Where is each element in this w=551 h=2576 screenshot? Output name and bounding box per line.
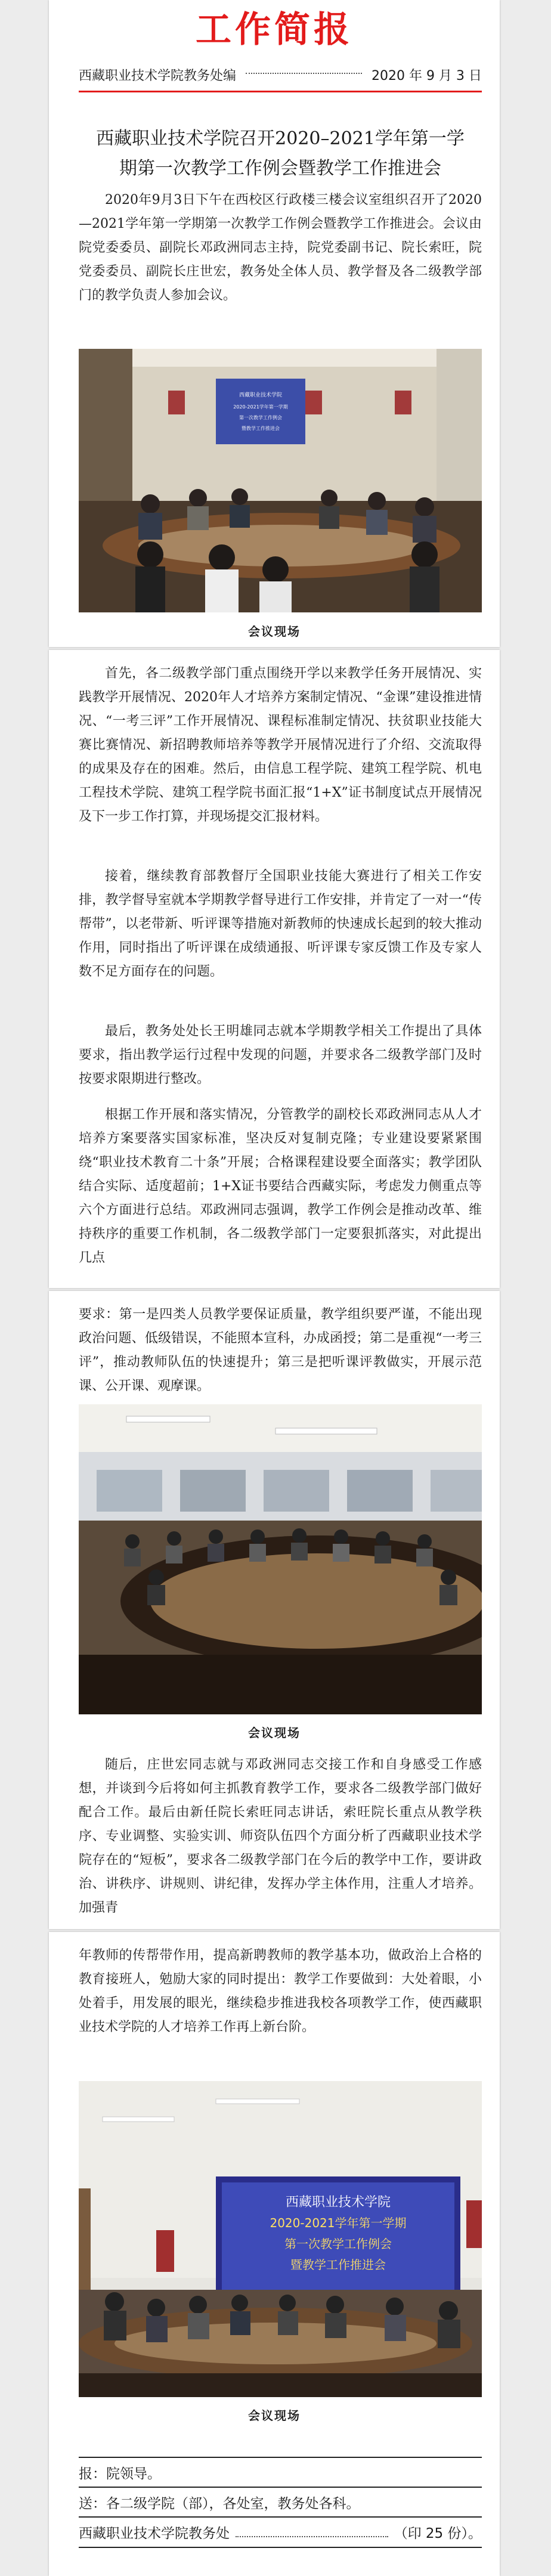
paragraph-zhuang-part-a: 随后，庄世宏同志就与邓政洲同志交接工作和自身感受工作感想，并谈到今后将如何主抓教育教学工作，要求各二级教学部门做好配合工作。最后由新任院长索旺同志讲话，索旺院长重点从教学秩序、专业调整、实验实训、师资队伍四个方面分析了西藏职业技术学院存在的“短板”，要求各二级教学部门在今后的教学中工作，要讲政治、讲秩序、讲规则、讲纪律，发挥办学主体作用，注重人才培养。加强青 [79,1757,482,1915]
svg-text:2020-2021学年第一学期: 2020-2021学年第一学期 [233,404,288,410]
footer-leader-dots [236,2522,388,2537]
page-4 [49,1932,500,2576]
photo-2-caption: 会议现场 [248,1726,301,1740]
meeting-photo-1 [79,349,482,612]
bulletin-title: 工作简报 [196,9,353,51]
leader-dots [246,73,362,74]
masthead [79,66,482,84]
paragraph-deng-part-a: 根据工作开展和落实情况，分管教学的副校长邓政洲同志从人才培养方案要落实国家标准，坚决反对复制克隆；专业建设要紧紧围绕“职业技术教育二十条”开展；合格课程建设要全面落实；教学团队结合实际、适度超前；1+X证书要结合西藏实际，考虑发力侧重点等六个方面进行总结。邓政洲同志强调，教学工作例会是推动改革、维持秩序的重要工作机制，各二级教学部门一定要狠抓落实，对此提出几点 [79,1107,482,1265]
meeting-photo-3-image [79,2081,482,2397]
banner-line-2: 2020-2021学年第一学期 [270,2216,407,2230]
paragraph-deng-part-b: 要求：第一是四类人员教学要保证质量，教学组织要严谨，不能出现政治问题、低级错误，不能照本宣科，办成函授；第二是重视“一考三评”，推动教师队伍的快速提升；第三是把听课评教做实，开展示范课、公开课、观摩课。 [79,1307,482,1394]
meeting-photo-1-image [79,349,482,612]
report-to-line: 报：院领导。 [79,2457,482,2482]
svg-text:暨教学工作推进会: 暨教学工作推进会 [242,426,280,431]
page-1 [49,0,500,647]
page-3 [49,1291,500,1929]
footer-copies: （印 25 份）。 [394,2526,482,2541]
headline-line-2: 期第一次教学工作例会暨教学工作推进会 [119,158,441,179]
masthead-rule [79,91,482,92]
banner-line-1: 西藏职业技术学院 [285,2195,391,2210]
page-2 [49,650,500,1288]
svg-text:第一次教学工作例会: 第一次教学工作例会 [239,415,282,420]
banner-line-3: 第一次教学工作例会 [284,2237,392,2251]
paragraph-last: 最后，教务处处长王明雄同志就本学期教学相关工作提出了具体要求，指出教学运行过程中发现的问题，并要求各二级教学部门及时按要求限期进行整改。 [79,1024,482,1086]
issuer-footer-line [79,2516,482,2548]
banner-line-4: 暨教学工作推进会 [290,2258,386,2272]
issue-date: 2020 年 9 月 3 日 [372,69,482,83]
headline-line-1: 西藏职业技术学院召开2020–2021学年第一学 [96,128,465,149]
issuer: 西藏职业技术学院教务处编 [79,69,237,83]
meeting-photo-3 [79,2081,482,2397]
intro-paragraph: 2020年9月3日下午在西校区行政楼三楼会议室组织召开了2020—2021学年第一学期第一次教学工作例会暨教学工作推进会。会议由院党委委员、副院长邓政洲同志主持，院党委副书记、院长索旺，院党委委员、副院长庄世宏，教务处全体人员、教学督及各二级教学部门的教学负责人参加会议。 [79,193,482,303]
photo-3-caption: 会议现场 [248,2408,301,2423]
photo-1-caption: 会议现场 [248,624,301,639]
meeting-photo-2 [79,1404,482,1714]
paragraph-zhuang-part-b: 年教师的传帮带作用，提高新聘教师的教学基本功，做政治上合格的教育接班人，勉励大家的同时提出：教学工作要做到：大处着眼，小处着手，用发展的眼光，继续稳步推进我校各项教学工作，使西藏职业技术学院的人才培养工作再上新台阶。 [79,1948,482,2035]
svg-text:西藏职业技术学院: 西藏职业技术学院 [239,392,283,398]
paragraph-next: 接着，继续教育部教督厅全国职业技能大赛进行了相关工作安排，教学督导室就本学期教学督导进行工作安排，并肯定了一对一“传帮带”，以老带新、听评课等措施对新教师的快速成长起到的较大推动作用，同时指出了听评课在成绩通报、听评课专家反馈工作及专家人数不足方面存在的问题。 [79,869,482,979]
meeting-photo-2-image [79,1404,482,1714]
footer-org: 西藏职业技术学院教务处 [79,2526,230,2541]
article-headline [79,124,482,184]
paragraph-first: 首先，各二级教学部门重点围绕开学以来教学任务开展情况、实践教学开展情况、2020年人才培养方案制定情况、“金课”建设推进情况、“一考三评”工作开展情况、课程标准制定情况、扶贫职业技能大赛比赛情况、新招聘教师培养等教学开展情况进行了介绍、交流取得的成果及存在的困难。然后，由信息工程学院、建筑工程学院、机电工程技术学院、建筑工程学院书面汇报“1+X”证书制度试点开展情况及下一步工作打算，并现场提交汇报材料。 [79,666,482,824]
send-to-line: 送：各二级学院（部），各处室，教务处各科。 [79,2487,482,2512]
